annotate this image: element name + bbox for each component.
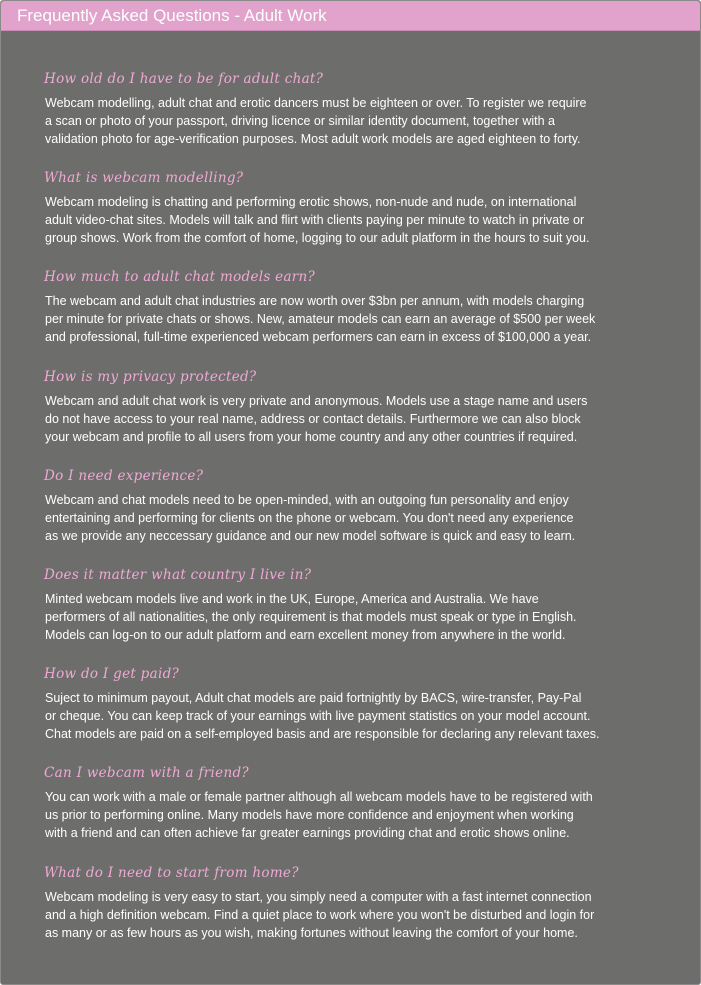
- faq-item: [45, 764, 675, 863]
- faq-item: [45, 368, 675, 467]
- faq-answer: The webcam and adult chat industries are now worth over $3bn per annum, with models charging per minute for private chats or shows. New, amateur models can earn an average of $500 per week and professional, full-time experienced webcam performers can earn in excess of $100,000 a year.: [45, 294, 596, 345]
- faq-answer: Webcam and chat models need to be open-minded, with an outgoing fun personality and enjoy entertaining and performing for clients on the phone or webcam. You don't need any experience as we provide any neccessary guidance and our new model software is quick and easy to learn.: [45, 492, 576, 543]
- faq-item: [45, 467, 675, 566]
- faq-answer: You can work with a male or female partner although all webcam models have to be registered with us prior to performing online. Many models have more confidence and enjoyment when working with a friend and can often achieve far greater earnings providing chat and erotic shows online.: [45, 790, 593, 841]
- faq-answer: Webcam modelling, adult chat and erotic dancers must be eighteen or over. To register we require a scan or photo of your passport, driving licence or similar identity document, together with a validation photo for age-verification purposes. Most adult work models are aged eighteen to forty.: [45, 96, 587, 146]
- faq-answer: Suject to minimum payout, Adult chat models are paid fortnightly by BACS, wire-transfer, Pay-Pal or cheque. You can keep track of your earnings with live payment statistics on your model account. Chat models are paid on a self-employed basis and are responsible for declaring any relevant taxes.: [45, 691, 600, 742]
- faq-item: [45, 864, 675, 963]
- faq-item: [45, 665, 675, 764]
- faq-item: [45, 566, 675, 665]
- faq-question: What is webcam modelling?: [44, 170, 244, 187]
- panel-title: Frequently Asked Questions - Adult Work: [1, 1, 700, 31]
- faq-question: How much to adult chat models earn?: [44, 269, 316, 286]
- faq-list: [45, 70, 675, 963]
- faq-question: How old do I have to be for adult chat?: [44, 71, 324, 87]
- faq-question: Do I need experience?: [44, 467, 204, 484]
- faq-answer: Minted webcam models live and work in the UK, Europe, America and Australia. We have performers of all nationalities, the only requirement is that models must speak or type in English. Models can log-on to our adult platform and earn excellent money from anywhere in the world.: [45, 591, 577, 642]
- faq-question: Does it matter what country I live in?: [44, 566, 312, 583]
- faq-item: [45, 169, 675, 268]
- faq-question: How do I get paid?: [44, 666, 180, 683]
- faq-question: How is my privacy protected?: [44, 368, 257, 385]
- faq-answer: Webcam and adult chat work is very private and anonymous. Models use a stage name and users do not have access to your real name, address or contact details. Furthermore we can also block your webcam and profile to all users from your home country and any other countries if required.: [45, 393, 588, 444]
- faq-answer: Webcam modeling is chatting and performing erotic shows, non-nude and nude, on international adult video-chat sites. Models will talk and flirt with clients paying per minute to watch in private or group shows. Work from the comfort of home, logging to our adult platform in the hours to suit you.: [45, 195, 590, 246]
- faq-item: [45, 70, 675, 169]
- faq-answer: Webcam modeling is very easy to start, you simply need a computer with a fast internet connection and a high definition webcam. Find a quiet place to work where you won't be disturbed and login for as many or as few hours as you wish, making fortunes without leaving the comfort of your home.: [45, 889, 595, 940]
- faq-item: [45, 268, 675, 367]
- faq-question: Can I webcam with a friend?: [44, 765, 249, 782]
- faq-question: What do I need to start from home?: [44, 864, 299, 881]
